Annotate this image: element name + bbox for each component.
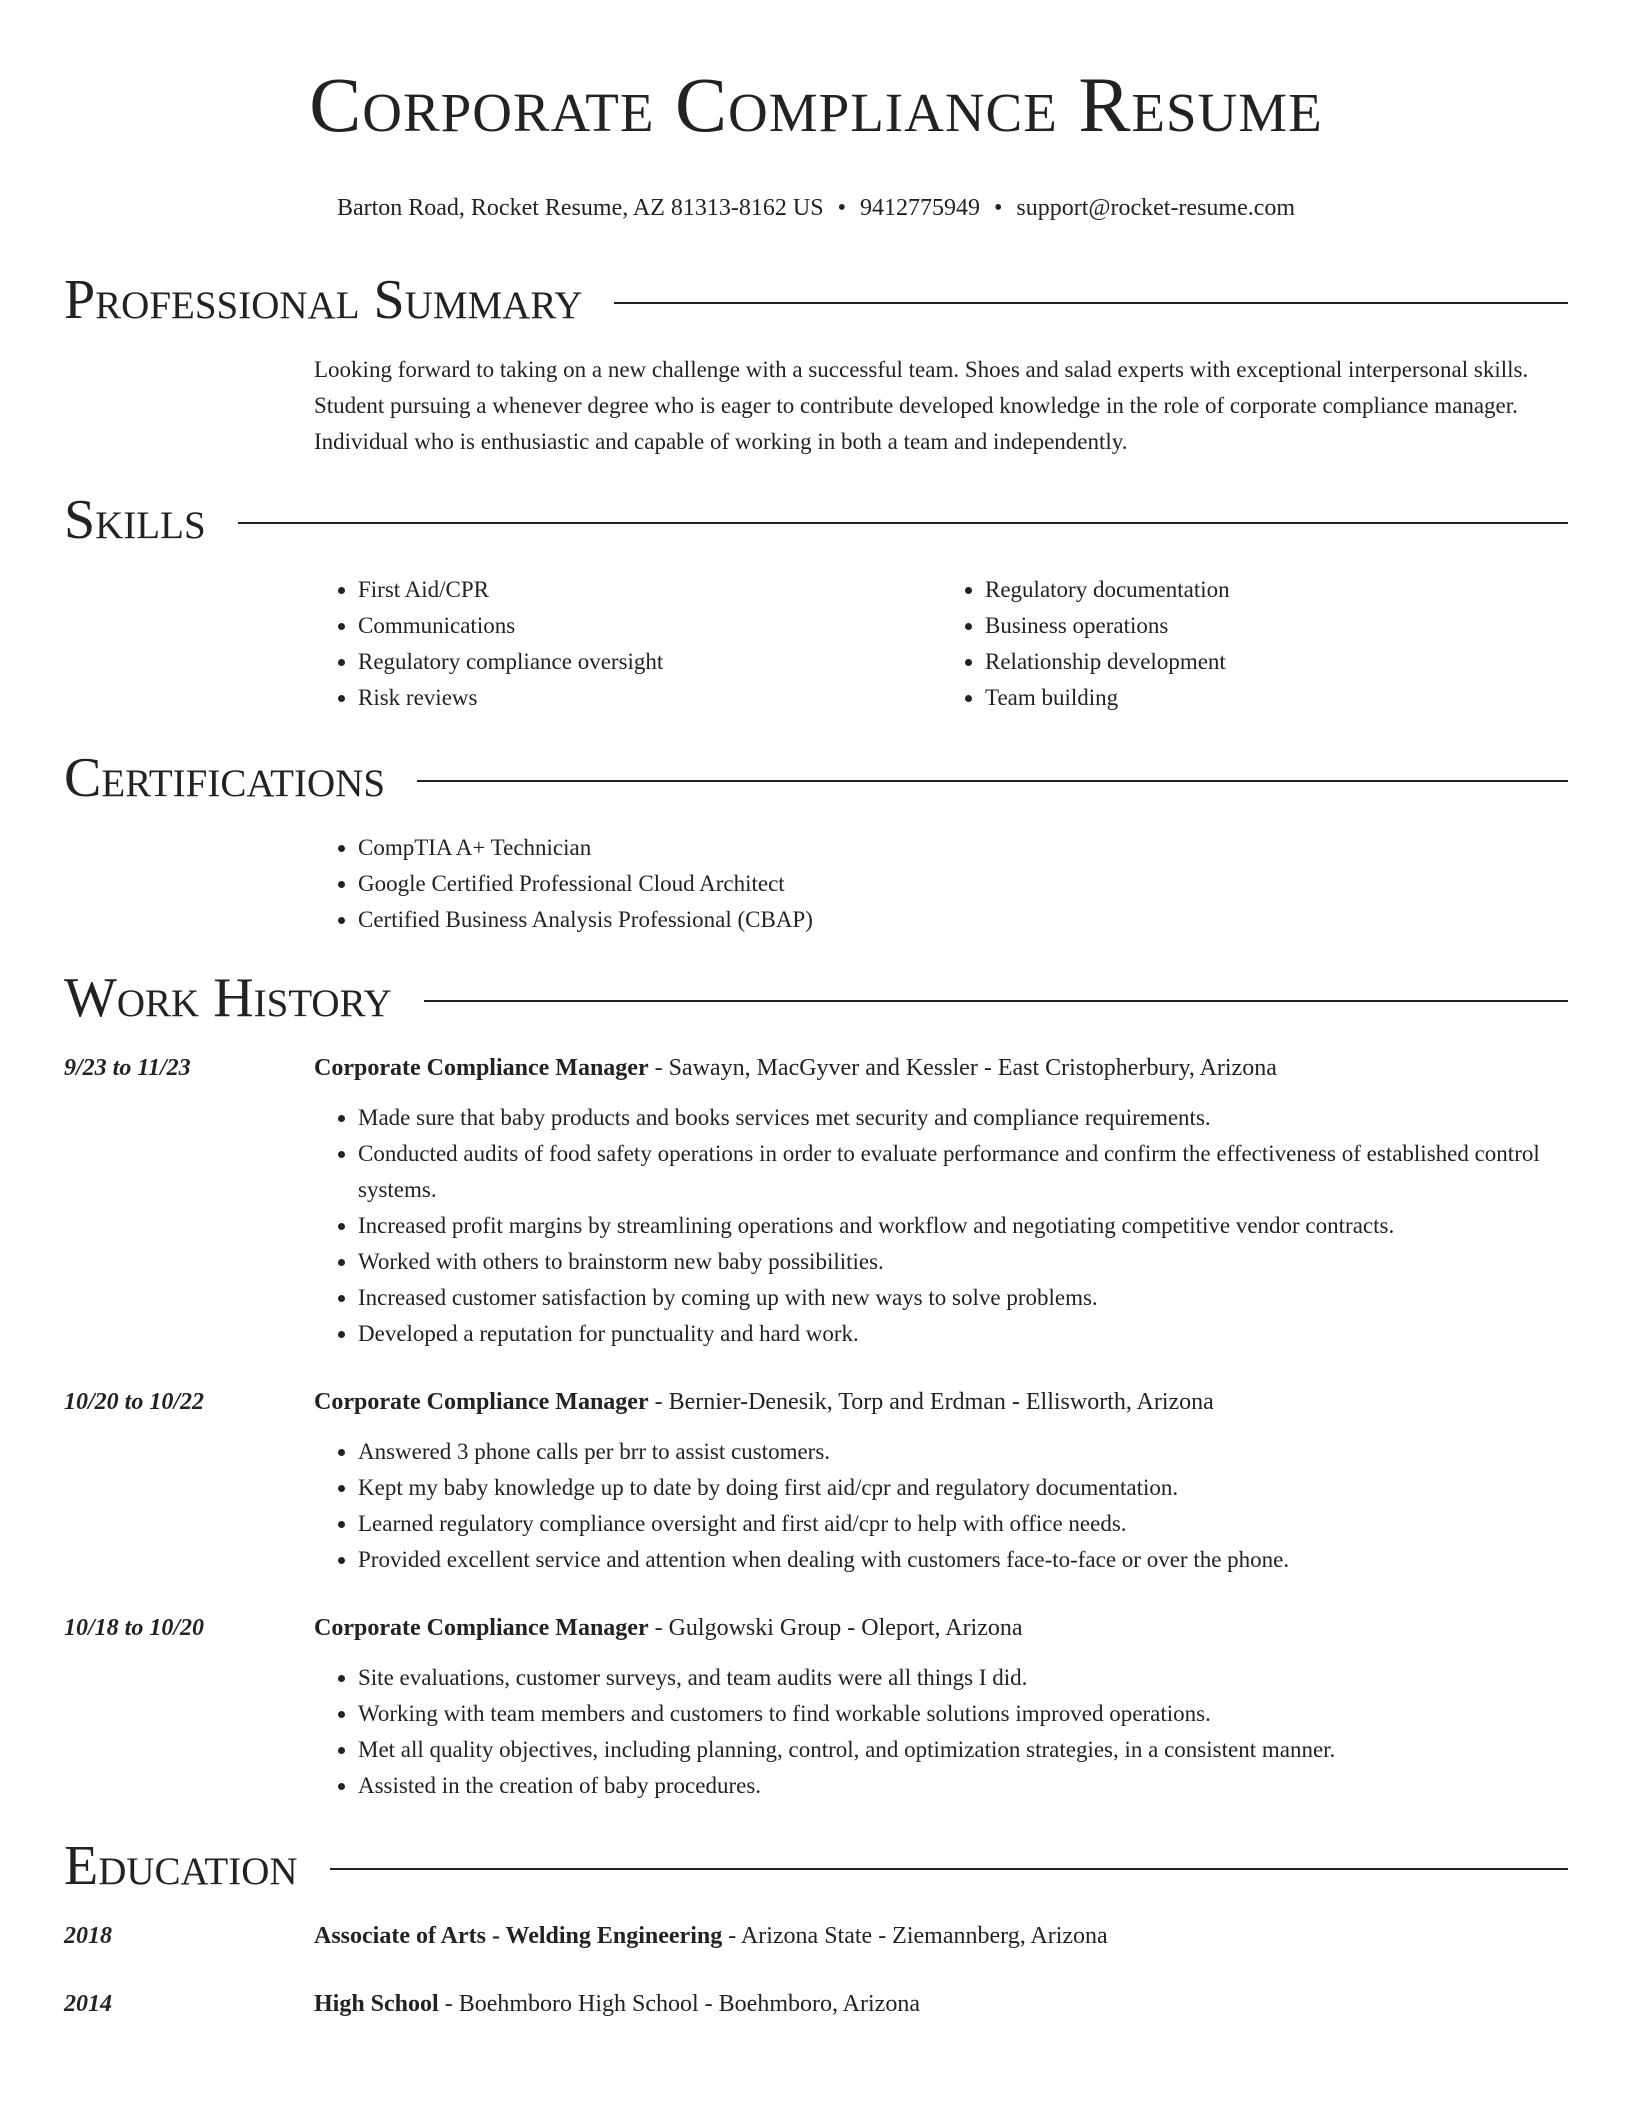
education-heading xyxy=(314,1986,920,2022)
list-item: • Relationship development xyxy=(985,644,1568,680)
list-item: • Increased profit margins by streamlining operations and workflow and negotiating competitive vendor contracts. xyxy=(358,1208,1568,1244)
job-company: - Bernier-Denesik, Torp and Erdman - Ellisworth, Arizona xyxy=(648,1389,1214,1415)
education-degree: High School xyxy=(314,1991,439,2017)
section-education-header xyxy=(64,1834,1568,1898)
section-skills-header xyxy=(64,488,1568,552)
skills-list-right xyxy=(941,572,1568,716)
list-item: • Business operations xyxy=(985,608,1568,644)
job-title: Corporate Compliance Manager xyxy=(314,1389,649,1415)
job-heading xyxy=(314,1050,1568,1086)
job-dates: 10/20 to 10/22 xyxy=(64,1389,205,1415)
section-summary-title: Professional Summary xyxy=(64,269,583,331)
education-degree: Associate of Arts - Welding Engineering xyxy=(314,1923,723,1949)
section-summary-header xyxy=(64,268,1568,332)
job-entry xyxy=(64,1050,1568,1352)
section-education-title: Education xyxy=(64,1835,298,1897)
education-year: 2014 xyxy=(64,1991,112,2017)
section-divider xyxy=(238,522,1568,524)
section-divider xyxy=(330,1868,1568,1870)
list-item: • Worked with others to brainstorm new baby possibilities. xyxy=(358,1244,1568,1280)
job-bullets xyxy=(314,1100,1568,1352)
job-heading xyxy=(314,1610,1568,1646)
education-school: - Boehmboro High School - Boehmboro, Arizona xyxy=(438,1991,920,2017)
job-heading xyxy=(314,1384,1568,1420)
education-school: - Arizona State - Ziemannberg, Arizona xyxy=(722,1923,1108,1949)
section-divider xyxy=(424,1000,1568,1002)
job-bullets xyxy=(314,1660,1568,1804)
section-divider xyxy=(417,780,1568,782)
list-item: • Regulatory compliance oversight xyxy=(358,644,941,680)
contact-address: Barton Road, Rocket Resume, AZ 81313-8162 US xyxy=(336,195,824,221)
resume-page xyxy=(64,0,1568,2022)
list-item: • Google Certified Professional Cloud Architect xyxy=(358,866,1568,902)
education-entry xyxy=(64,1986,1568,2022)
list-item: • Made sure that baby products and books services met security and compliance requirements. xyxy=(358,1100,1568,1136)
job-entry xyxy=(64,1384,1568,1578)
summary-text: Looking forward to taking on a new challenge with a successful team. Shoes and salad experts with exceptional interpersonal skills. Student pursuing a whenever degree who is eager to contribute developed knowledge in the role of corporate compliance manager. Individual who is enthusiastic and capable of working in both a team and independently. xyxy=(314,357,1529,454)
list-item: • First Aid/CPR xyxy=(358,572,941,608)
section-skills-title: Skills xyxy=(64,489,206,551)
list-item: • Provided excellent service and attention when dealing with customers face-to-face or over the phone. xyxy=(358,1542,1568,1578)
list-item: • Learned regulatory compliance oversight and first aid/cpr to help with office needs. xyxy=(358,1506,1568,1542)
section-work-title: Work History xyxy=(64,967,392,1029)
section-divider xyxy=(614,302,1568,304)
certifications-list xyxy=(314,830,1568,938)
list-item: • Team building xyxy=(985,680,1568,716)
job-dates: 9/23 to 11/23 xyxy=(64,1055,191,1081)
job-title: Corporate Compliance Manager xyxy=(314,1055,649,1081)
contact-separator: • xyxy=(993,195,1003,221)
list-item: • Certified Business Analysis Professional (CBAP) xyxy=(358,902,1568,938)
job-dates: 10/18 to 10/20 xyxy=(64,1615,205,1641)
education-year: 2018 xyxy=(64,1923,112,1949)
job-bullets xyxy=(314,1434,1568,1578)
list-item: • Site evaluations, customer surveys, and team audits were all things I did. xyxy=(358,1660,1568,1696)
job-company: - Gulgowski Group - Oleport, Arizona xyxy=(648,1615,1023,1641)
list-item: • Regulatory documentation xyxy=(985,572,1568,608)
contact-line xyxy=(64,192,1568,224)
list-item: • CompTIA A+ Technician xyxy=(358,830,1568,866)
education-entry xyxy=(64,1918,1568,1954)
skills-list-left xyxy=(314,572,941,716)
section-certifications-title: Certifications xyxy=(64,747,386,809)
section-certifications-header xyxy=(64,746,1568,810)
contact-email: support@rocket-resume.com xyxy=(1016,195,1296,221)
job-entry xyxy=(64,1610,1568,1804)
section-work-header xyxy=(64,966,1568,1030)
contact-separator: • xyxy=(837,195,846,221)
list-item: • Developed a reputation for punctuality and hard work. xyxy=(358,1316,1568,1352)
list-item: • Met all quality objectives, including planning, control, and optimization strategies, in a consistent manner. xyxy=(358,1732,1568,1768)
list-item: • Risk reviews xyxy=(358,680,941,716)
education-heading xyxy=(314,1918,1108,1954)
list-item: • Communications xyxy=(358,608,941,644)
list-item: • Answered 3 phone calls per brr to assist customers. xyxy=(358,1434,1568,1470)
list-item: • Working with team members and customers to find workable solutions improved operations. xyxy=(358,1696,1568,1732)
job-title: Corporate Compliance Manager xyxy=(314,1615,649,1641)
contact-phone: 9412775949 xyxy=(859,195,980,221)
list-item: • Assisted in the creation of baby procedures. xyxy=(358,1768,1568,1804)
list-item: • Kept my baby knowledge up to date by doing first aid/cpr and regulatory documentation. xyxy=(358,1470,1568,1506)
skills-grid xyxy=(314,572,1568,716)
job-company: - Sawayn, MacGyver and Kessler - East Cristopherbury, Arizona xyxy=(648,1055,1277,1081)
list-item: • Conducted audits of food safety operations in order to evaluate performance and confirm the effectiveness of established control systems. xyxy=(358,1136,1568,1208)
list-item: • Increased customer satisfaction by coming up with new ways to solve problems. xyxy=(358,1280,1568,1316)
resume-title: Corporate Compliance Resume xyxy=(309,61,1323,148)
